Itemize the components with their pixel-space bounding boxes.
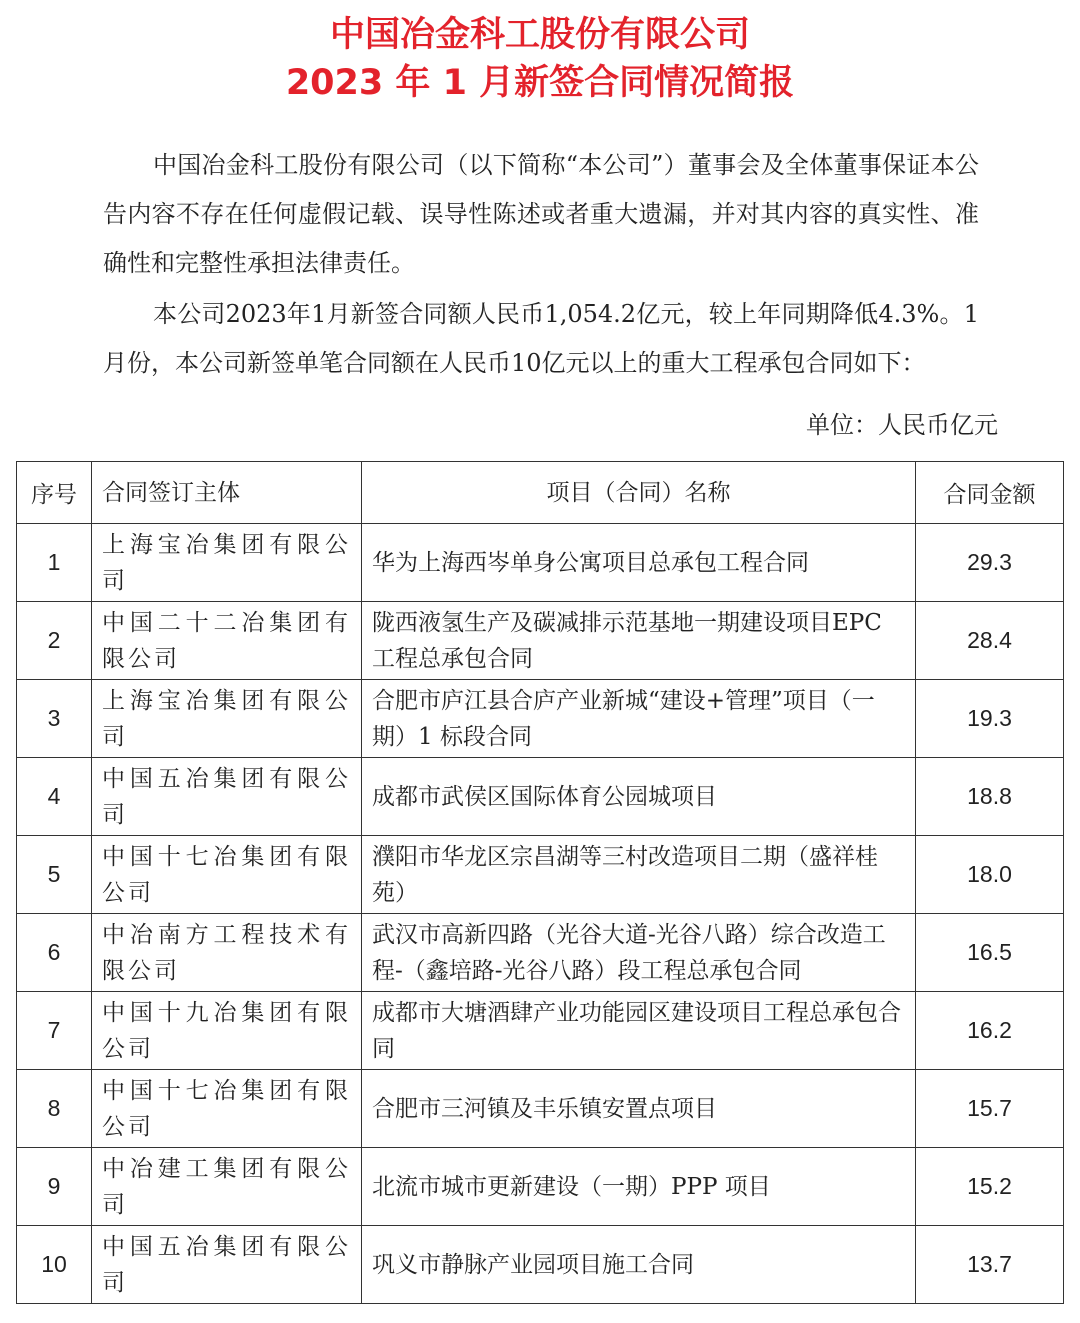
row-entity: 上海宝冶集团有限公司 xyxy=(92,524,362,602)
row-index: 10 xyxy=(17,1226,92,1304)
table-row xyxy=(17,680,1064,758)
row-index: 8 xyxy=(17,1070,92,1148)
row-amount: 18.8 xyxy=(916,758,1064,836)
table-row xyxy=(17,836,1064,914)
table-row xyxy=(17,1226,1064,1304)
row-index: 7 xyxy=(17,992,92,1070)
row-project: 武汉市高新四路（光谷大道-光谷八路）综合改造工程-（鑫培路-光谷八路）段工程总承包合同 xyxy=(362,914,916,992)
paragraph-summary: 本公司2023年1月新签合同额人民币1,054.2亿元，较上年同期降低4.3%。1月份，本公司新签单笔合同额在人民币10亿元以上的重大工程承包合同如下： xyxy=(103,300,979,377)
row-entity: 中国十七冶集团有限公司 xyxy=(92,836,362,914)
table-row xyxy=(17,1148,1064,1226)
row-index: 5 xyxy=(17,836,92,914)
row-project: 巩义市静脉产业园项目施工合同 xyxy=(362,1226,916,1304)
table-row xyxy=(17,602,1064,680)
row-amount: 16.5 xyxy=(916,914,1064,992)
table-row xyxy=(17,758,1064,836)
row-index: 4 xyxy=(17,758,92,836)
row-entity: 中国五冶集团有限公司 xyxy=(92,1226,362,1304)
row-entity: 上海宝冶集团有限公司 xyxy=(92,680,362,758)
row-index: 1 xyxy=(17,524,92,602)
row-amount: 29.3 xyxy=(916,524,1064,602)
row-amount: 28.4 xyxy=(916,602,1064,680)
row-project: 北流市城市更新建设（一期）PPP 项目 xyxy=(362,1148,916,1226)
unit-label: 单位：人民币亿元 xyxy=(806,411,998,439)
row-project: 合肥市三河镇及丰乐镇安置点项目 xyxy=(362,1070,916,1148)
row-index: 6 xyxy=(17,914,92,992)
table-row xyxy=(17,914,1064,992)
row-entity: 中国二十二冶集团有限公司 xyxy=(92,602,362,680)
row-amount: 16.2 xyxy=(916,992,1064,1070)
table-header-row xyxy=(17,462,1064,524)
row-entity: 中国十七冶集团有限公司 xyxy=(92,1070,362,1148)
row-index: 3 xyxy=(17,680,92,758)
title-line-2: 2023 年 1 月新签合同情况简报 xyxy=(285,63,795,103)
row-entity: 中国十九冶集团有限公司 xyxy=(92,992,362,1070)
row-project: 成都市武侯区国际体育公园城项目 xyxy=(362,758,916,836)
row-project: 陇西液氢生产及碳减排示范基地一期建设项目EPC 工程总承包合同 xyxy=(362,602,916,680)
row-entity: 中国五冶集团有限公司 xyxy=(92,758,362,836)
header-amount: 合同金额 xyxy=(916,462,1064,524)
header-index: 序号 xyxy=(17,462,92,524)
header-entity: 合同签订主体 xyxy=(92,462,362,524)
row-project: 成都市大塘酒肆产业功能园区建设项目工程总承包合同 xyxy=(362,992,916,1070)
row-project: 合肥市庐江县合庐产业新城“建设+管理”项目（一期）1 标段合同 xyxy=(362,680,916,758)
table-row xyxy=(17,992,1064,1070)
table-row xyxy=(17,524,1064,602)
title-line-1: 中国冶金科工股份有限公司 xyxy=(329,15,750,55)
table-row xyxy=(17,1070,1064,1148)
paragraph-disclaimer: 中国冶金科工股份有限公司（以下简称“本公司”）董事会及全体董事保证本公告内容不存在任何虚假记载、误导性陈述或者重大遗漏，并对其内容的真实性、准确性和完整性承担法律责任。 xyxy=(103,151,979,277)
row-project: 濮阳市华龙区宗昌湖等三村改造项目二期（盛祥桂苑） xyxy=(362,836,916,914)
row-amount: 15.2 xyxy=(916,1148,1064,1226)
row-entity: 中冶建工集团有限公司 xyxy=(92,1148,362,1226)
row-index: 9 xyxy=(17,1148,92,1226)
row-entity: 中冶南方工程技术有限公司 xyxy=(92,914,362,992)
row-amount: 13.7 xyxy=(916,1226,1064,1304)
row-index: 2 xyxy=(17,602,92,680)
row-amount: 15.7 xyxy=(916,1070,1064,1148)
header-project: 项目（合同）名称 xyxy=(362,462,916,524)
row-amount: 18.0 xyxy=(916,836,1064,914)
row-amount: 19.3 xyxy=(916,680,1064,758)
contracts-table xyxy=(16,461,1064,1304)
row-project: 华为上海西岑单身公寓项目总承包工程合同 xyxy=(362,524,916,602)
